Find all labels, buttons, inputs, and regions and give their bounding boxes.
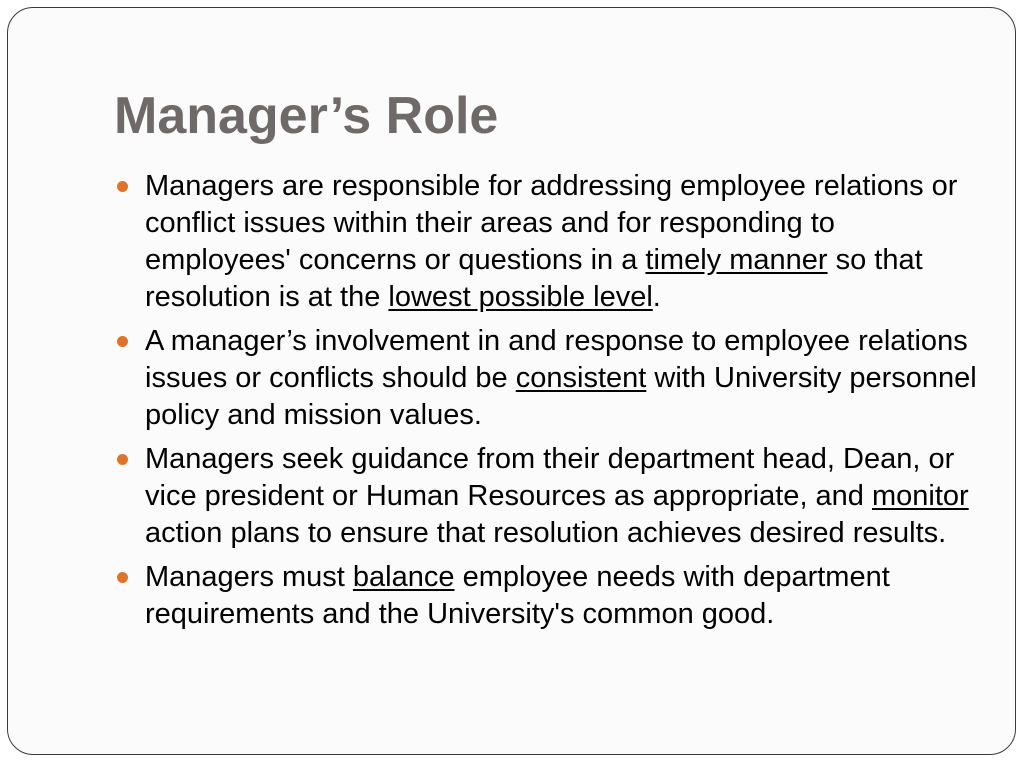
bullet-dot-icon (117, 336, 128, 347)
underlined-phrase: lowest possible level (388, 281, 653, 313)
bullet-text: Managers are responsible for addressing employee relations or conflict issues within their areas and for responding to employees' concerns or questions in a timely manner so that resolution is at the lowest possible level. (145, 170, 958, 313)
underlined-phrase: timely manner (645, 244, 828, 276)
bullet-item (117, 168, 977, 316)
slide (7, 7, 1016, 755)
bullet-dot-icon (117, 181, 128, 192)
slide-title: Manager’s Role (114, 87, 499, 145)
underlined-phrase: monitor (872, 480, 969, 512)
bullet-item (117, 441, 977, 552)
bullet-dot-icon (117, 572, 128, 583)
bullet-text: Managers must balance employee needs with department requirements and the University's common good. (145, 561, 890, 630)
bullet-text: A manager’s involvement in and response to employee relations issues or conflicts should be consistent with University personnel policy and mission values. (145, 325, 977, 431)
bullet-dot-icon (117, 454, 128, 465)
bullet-item (117, 323, 977, 434)
bullet-item (117, 559, 977, 633)
bullet-list (117, 168, 977, 640)
underlined-phrase: balance (352, 561, 455, 593)
bullet-text: Managers seek guidance from their department head, Dean, or vice president or Human Resources as appropriate, and monitor action plans to ensure that resolution achieves desired results. (145, 443, 969, 549)
underlined-phrase: consistent (515, 362, 647, 394)
